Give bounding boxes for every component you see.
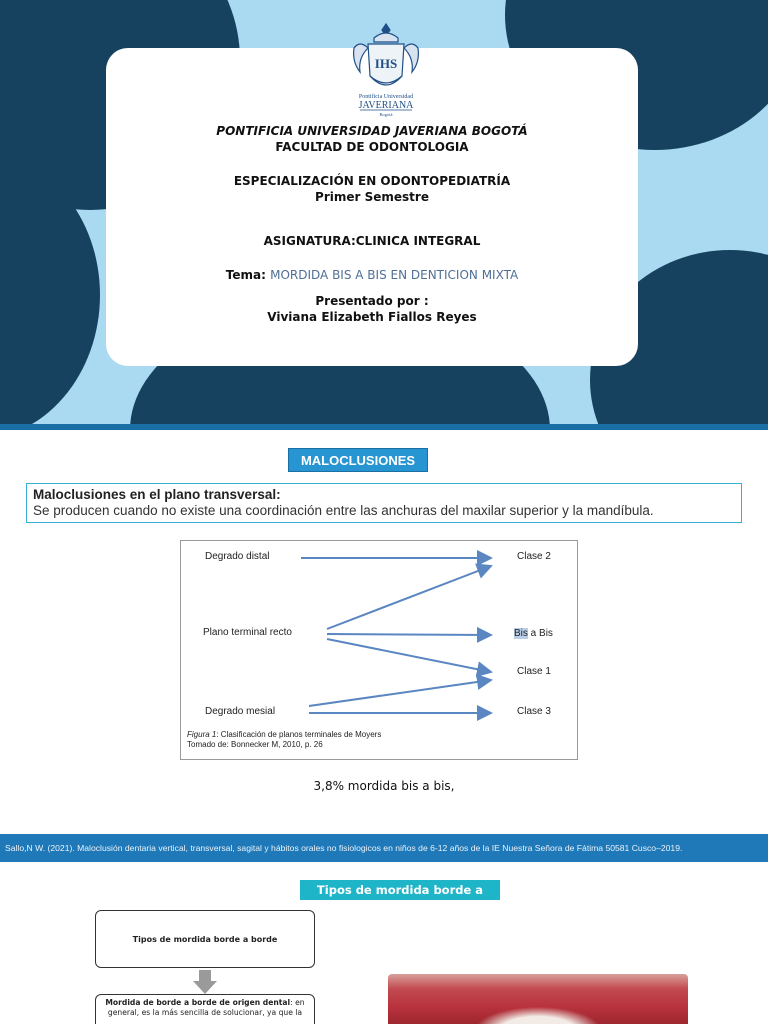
caption-prefix: Figura 1 <box>187 730 217 739</box>
flow-box2-text: : en general, es la más sencilla de solucionar, ya que la <box>107 998 305 1017</box>
maloclusiones-slide <box>0 432 768 832</box>
definition-title: Maloclusiones en el plano transversal: <box>33 487 281 502</box>
definition-text: Se producen cuando no existe una coordinación entre las anchuras del maxilar superior y la mandíbula. <box>33 503 654 518</box>
university-crest-icon <box>346 18 426 118</box>
svg-text:JAVERIANA: JAVERIANA <box>358 100 414 111</box>
presented-by: Presentado por : <box>315 294 429 308</box>
topic-label: Tema: <box>225 268 266 282</box>
label-bis-a-bis <box>514 628 553 639</box>
section-badge: MALOCLUSIONES <box>288 448 428 472</box>
university-name: PONTIFICIA UNIVERSIDAD JAVERIANA BOGOTÁ <box>216 124 528 138</box>
flow-box2-bold: Mordida de borde a borde de origen dental <box>105 998 291 1007</box>
diagram-arrows <box>181 541 579 761</box>
university-logo <box>346 18 426 118</box>
svg-text:IHS: IHS <box>374 56 398 71</box>
label-clase-2: Clase 2 <box>517 551 551 562</box>
intraoral-photo <box>388 974 688 1024</box>
author-name: Viviana Elizabeth Fiallos Reyes <box>267 310 477 324</box>
label-clase-3: Clase 3 <box>517 706 551 717</box>
tipos-slide <box>0 862 768 1024</box>
down-arrow-icon <box>193 970 217 994</box>
label-degrado-distal: Degrado distal <box>205 551 270 562</box>
svg-text:Bogotá: Bogotá <box>379 112 393 117</box>
svg-text:Pontificia Universidad: Pontificia Universidad <box>358 94 414 100</box>
flow-box-dental-origin <box>95 994 315 1024</box>
caption-source: Tomado de: Bonnecker M, 2010, p. 26 <box>187 740 323 749</box>
subject: ASIGNATURA:CLINICA INTEGRAL <box>263 234 481 248</box>
statistic-text: 3,8% mordida bis a bis, <box>313 779 455 793</box>
topic-value: MORDIDA BIS A BIS EN DENTICION MIXTA <box>270 268 519 282</box>
flow-box-types: Tipos de mordida borde a borde <box>95 910 315 968</box>
label-plano-terminal-recto: Plano terminal recto <box>203 627 292 638</box>
moyers-diagram <box>180 540 578 760</box>
label-degrado-mesial: Degrado mesial <box>205 706 276 717</box>
figure-caption <box>187 730 381 750</box>
caption-text: : Clasificación de planos terminales de Moyers <box>216 730 382 739</box>
arrow-recto-clase1 <box>327 639 491 672</box>
title-text-block <box>106 123 638 325</box>
topic-line <box>106 267 638 283</box>
semester: Primer Semestre <box>315 190 429 204</box>
tipos-title: Tipos de mordida borde a borde <box>300 880 500 900</box>
slide-divider <box>0 424 768 430</box>
definition-box <box>26 483 742 523</box>
arrow-mesial-clase1 <box>309 680 491 706</box>
faculty-name: FACULTAD DE ODONTOLOGIA <box>275 140 469 154</box>
label-bis-highlight: Bis <box>514 628 528 639</box>
arrow-recto-clase2 <box>327 566 491 629</box>
arrow-recto-bis <box>327 634 491 635</box>
specialization: ESPECIALIZACIÓN EN ODONTOPEDIATRÍA <box>233 174 511 188</box>
label-a-bis: a Bis <box>527 628 553 639</box>
reference-bar: Sallo,N W. (2021). Maloclusión dentaria vertical, transversal, sagital y hábitos orales no fisiologicos en niños de 6-12 años de la IE Nuestra Señora de Fátima 50581 Cusco–2019. <box>0 834 768 862</box>
title-slide <box>0 0 768 430</box>
label-clase-1: Clase 1 <box>517 666 551 677</box>
